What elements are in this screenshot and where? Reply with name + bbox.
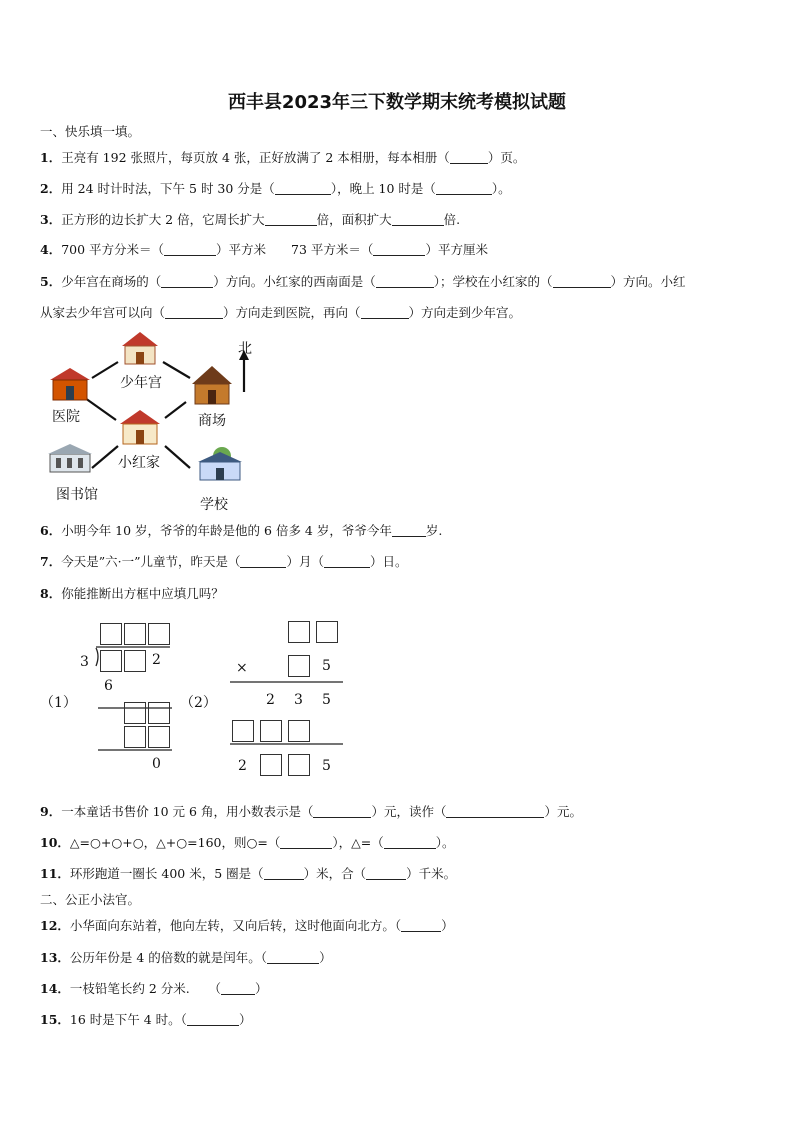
answer-blank[interactable] <box>265 213 317 226</box>
map-label-school: 学校 <box>200 497 228 513</box>
question-number: 3． <box>40 212 62 227</box>
question-text: ）。 <box>491 181 511 196</box>
question-text: 一枝铅笔长约 2 分米. （ <box>69 981 222 996</box>
answer-blank[interactable] <box>267 951 319 964</box>
answer-blank[interactable] <box>366 867 406 880</box>
digit-box[interactable] <box>148 726 170 748</box>
question-number: 4． <box>40 242 62 257</box>
digit-box[interactable] <box>148 623 170 645</box>
question-3 <box>40 210 460 228</box>
answer-blank[interactable] <box>446 805 544 818</box>
answer-blank[interactable] <box>436 182 492 195</box>
digit-box[interactable] <box>316 621 338 643</box>
digit-box[interactable] <box>260 720 282 742</box>
direction-map <box>40 328 260 514</box>
question-2 <box>40 179 511 197</box>
question-text: 16 时是下午 4 时。（ <box>69 1012 187 1027</box>
question-14 <box>40 979 268 997</box>
question-text: ）月（ <box>286 554 324 569</box>
question-text: ） <box>319 950 332 965</box>
remainder-digit: 0 <box>152 756 161 772</box>
mall-house-icon <box>192 366 232 404</box>
question-number: 7． <box>40 554 62 569</box>
map-label-mall: 商场 <box>198 413 226 429</box>
answer-blank[interactable] <box>313 805 371 818</box>
page-title: 西丰县2023年三下数学期末统考模拟试题 <box>227 92 567 113</box>
school-building-icon <box>198 447 242 480</box>
map-label-youth-palace: 少年宫 <box>120 375 162 391</box>
question-text: 小明今年 10 岁，爷爷的年龄是他的 6 倍多 4 岁，爷爷今年 <box>61 523 392 538</box>
digit-box[interactable] <box>124 650 146 672</box>
digit-box[interactable] <box>100 623 122 645</box>
partial-digit: 2 <box>266 692 275 708</box>
question-number: 1． <box>40 150 62 165</box>
question-text: 环形跑道一圈长 400 米，5 圈是（ <box>69 866 264 881</box>
question-text: ）。 <box>435 835 455 850</box>
question-text: 王亮有 192 张照片，每页放 4 张，正好放满了 2 本相册，每本相册（ <box>61 150 450 165</box>
question-text: ）元，读作（ <box>371 804 447 819</box>
xiaohong-home-icon <box>120 410 160 444</box>
question-number: 15． <box>40 1012 70 1027</box>
question-4 <box>40 240 488 258</box>
digit-box[interactable] <box>124 623 146 645</box>
answer-blank[interactable] <box>165 306 223 319</box>
hospital-house-icon <box>50 368 90 400</box>
question-text: 小华面向东站着，他向左转，又向后转，这时他面向北方。（ <box>69 918 402 933</box>
answer-blank[interactable] <box>373 243 425 256</box>
question-7 <box>40 552 408 570</box>
question-number: 11． <box>40 866 70 881</box>
result-digit: 2 <box>238 758 247 774</box>
question-12 <box>40 916 454 934</box>
question-text: 今天是”六·一”儿童节，昨天是（ <box>61 554 241 569</box>
question-text: 少年宫在商场的（ <box>61 274 162 289</box>
question-text: ）方向走到少年宫。 <box>408 305 522 320</box>
question-number: 10． <box>40 835 70 850</box>
digit-box[interactable] <box>232 720 254 742</box>
digit-puzzles <box>40 618 360 788</box>
question-text: ）平方米 73 平方米＝（ <box>216 242 374 257</box>
puzzle-label-1: （1） <box>40 695 77 711</box>
puzzle-label-2: （2） <box>180 695 217 711</box>
question-text: 从家去少年宫可以向（ <box>40 305 166 320</box>
answer-blank[interactable] <box>392 524 426 537</box>
question-text: 公历年份是 4 的倍数的就是闰年。（ <box>69 950 268 965</box>
answer-blank[interactable] <box>187 1013 239 1026</box>
answer-blank[interactable] <box>264 867 304 880</box>
question-text: 倍，面积扩大 <box>316 212 392 227</box>
divisor-digit: 3 <box>80 654 89 670</box>
question-text: 正方形的边长扩大 2 倍，它周长扩大 <box>61 212 265 227</box>
answer-blank[interactable] <box>384 836 436 849</box>
question-text: ）；学校在小红家的（ <box>433 274 553 289</box>
digit-box[interactable] <box>148 702 170 724</box>
question-text: 700 平方分米＝（ <box>61 242 165 257</box>
question-number: 12． <box>40 918 70 933</box>
question-text: 一本童话书售价 10 元 6 角，用小数表示是（ <box>61 804 314 819</box>
question-15 <box>40 1010 251 1028</box>
question-text: 倍. <box>443 212 461 227</box>
answer-blank[interactable] <box>553 275 611 288</box>
result-digit: 5 <box>322 758 331 774</box>
question-text: 用 24 时计时法，下午 5 时 30 分是（ <box>61 181 275 196</box>
answer-blank[interactable] <box>161 275 213 288</box>
section-heading-2: 二、公正小法官。 <box>40 892 141 907</box>
question-text: ） <box>441 918 454 933</box>
question-number: 14． <box>40 981 70 996</box>
multiplier-digit: 5 <box>322 658 331 674</box>
question-1 <box>40 148 525 166</box>
digit-box[interactable] <box>288 621 310 643</box>
question-number: 2． <box>40 181 62 196</box>
question-text: ）千米。 <box>406 866 457 881</box>
question-text: ），△=（ <box>332 835 384 850</box>
question-text: ） <box>255 981 268 996</box>
answer-blank[interactable] <box>221 982 255 995</box>
question-text: ）页。 <box>487 150 526 165</box>
question-text: ）方向走到医院，再向（ <box>223 305 361 320</box>
question-text: 你能推断出方框中应填几吗？ <box>61 586 224 601</box>
question-text: ）平方厘米 <box>425 242 488 257</box>
question-13 <box>40 948 332 966</box>
question-8 <box>40 584 224 602</box>
section-heading-1: 一、快乐填一填。 <box>40 124 141 139</box>
youth-palace-house-icon <box>122 332 158 364</box>
question-10 <box>40 833 454 851</box>
question-number: 6． <box>40 523 62 538</box>
question-number: 13． <box>40 950 70 965</box>
partial-digit: 5 <box>322 692 331 708</box>
digit-box[interactable] <box>124 726 146 748</box>
answer-blank[interactable] <box>450 151 488 164</box>
question-11 <box>40 864 456 882</box>
answer-blank[interactable] <box>361 306 409 319</box>
answer-blank[interactable] <box>275 182 331 195</box>
question-text: ） <box>238 1012 252 1027</box>
question-text: ）日。 <box>369 554 408 569</box>
digit-box[interactable] <box>124 702 146 724</box>
digit-box[interactable] <box>260 754 282 776</box>
answer-blank[interactable] <box>164 243 216 256</box>
map-label-hospital: 医院 <box>52 409 80 425</box>
digit-box[interactable] <box>100 650 122 672</box>
question-number: 8． <box>40 586 62 601</box>
answer-blank[interactable] <box>401 919 441 932</box>
answer-blank[interactable] <box>240 555 286 568</box>
question-number: 9． <box>40 804 62 819</box>
map-label-xiaohong-home: 小红家 <box>118 455 160 471</box>
times-sign: × <box>236 660 248 676</box>
answer-blank[interactable] <box>376 275 434 288</box>
digit-box[interactable] <box>288 655 310 677</box>
question-text: ）元。 <box>544 804 582 819</box>
question-5-cont <box>40 303 521 321</box>
dividend-digit: 2 <box>152 652 161 668</box>
answer-blank[interactable] <box>280 836 332 849</box>
question-5 <box>40 272 686 290</box>
answer-blank[interactable] <box>392 213 444 226</box>
subtraction-digit: 6 <box>104 678 113 694</box>
question-6 <box>40 521 442 539</box>
question-text: ），晚上 10 时是（ <box>330 181 436 196</box>
answer-blank[interactable] <box>324 555 370 568</box>
partial-digit: 3 <box>294 692 303 708</box>
library-building-icon <box>48 444 92 472</box>
digit-box[interactable] <box>288 720 310 742</box>
question-text: △=○+○+○，△+○=160，则○=（ <box>69 835 281 850</box>
question-number: 5． <box>40 274 62 289</box>
question-text: ）方向。小红家的西南面是（ <box>213 274 376 289</box>
question-9 <box>40 802 582 820</box>
question-text: ）米，合（ <box>303 866 367 881</box>
map-label-north: 北 <box>238 341 252 357</box>
digit-box[interactable] <box>288 754 310 776</box>
question-text: ）方向。小红 <box>610 274 686 289</box>
map-label-library: 图书馆 <box>56 487 98 503</box>
question-text: 岁. <box>425 523 443 538</box>
